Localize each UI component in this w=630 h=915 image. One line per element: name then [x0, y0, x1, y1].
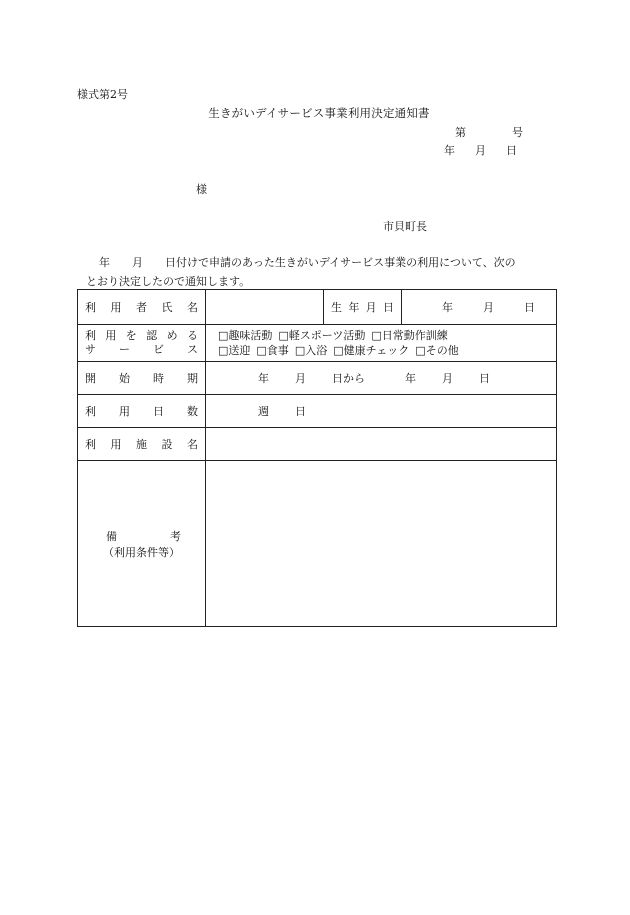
body-year: 年 [99, 256, 110, 269]
remarks-label-1b: 考 [170, 529, 181, 543]
form-number: 様式第2号 [77, 88, 128, 101]
user-name-field[interactable] [206, 290, 324, 325]
facility-label: 利用施設名 [78, 428, 206, 461]
days-week: 週 [258, 405, 269, 418]
period-day2: 日 [479, 372, 490, 385]
service-label [78, 325, 206, 362]
user-name-label: 利用者氏名 [78, 290, 206, 325]
service-label-line1: 利用を認める [85, 329, 198, 342]
dob-month: 月 [483, 301, 494, 314]
body-paragraph [77, 253, 559, 291]
facility-field[interactable] [206, 428, 557, 461]
days-label: 利用日数 [78, 395, 206, 428]
days-field[interactable] [206, 395, 557, 428]
period-month2: 月 [442, 372, 453, 385]
dob-field[interactable] [402, 290, 557, 325]
services-row1 [218, 328, 556, 343]
services-row2 [218, 343, 556, 358]
table-row [78, 290, 557, 325]
decision-table [77, 289, 557, 627]
issuer: 市貝町長 [383, 220, 427, 233]
date-month: 月 [475, 144, 486, 157]
period-year2: 年 [405, 372, 416, 385]
date-day: 日 [506, 144, 517, 157]
table-row [78, 325, 557, 362]
service-option[interactable]: □その他 [415, 344, 459, 357]
issue-date [444, 142, 517, 158]
remarks-label-line1 [78, 528, 205, 544]
service-option[interactable]: □送迎 [218, 344, 251, 357]
period-label: 開始時期 [78, 362, 206, 395]
days-day: 日 [295, 405, 306, 418]
docno-suffix: 号 [512, 126, 523, 139]
dob-year: 年 [442, 301, 453, 314]
docno-prefix: 第 [455, 126, 466, 139]
body-text-line1: 日付けで申請のあった生きがいデイサービス事業の利用について、次の [165, 256, 516, 269]
service-option[interactable]: □食事 [256, 344, 289, 357]
remarks-label [78, 461, 206, 627]
date-year: 年 [444, 144, 455, 157]
remarks-label-line2: （利用条件等） [103, 545, 180, 559]
service-option[interactable]: □趣味活動 [218, 329, 273, 342]
service-option[interactable]: □軽スポーツ活動 [278, 329, 366, 342]
service-option[interactable]: □日常動作訓練 [371, 329, 448, 342]
table-row [78, 461, 557, 627]
table-row [78, 428, 557, 461]
period-year1: 年 [258, 372, 269, 385]
service-label-line2: サービス [85, 343, 198, 356]
period-day1: 日から [332, 372, 365, 385]
service-option[interactable]: □健康チェック [333, 344, 410, 357]
document-title: 生きがいデイサービス事業利用決定通知書 [208, 106, 430, 120]
document-number [455, 124, 523, 140]
dob-day: 日 [524, 301, 535, 314]
body-month: 月 [132, 256, 143, 269]
service-option[interactable]: □入浴 [294, 344, 328, 357]
dob-label: 生年月日 [324, 290, 402, 325]
table-row [78, 395, 557, 428]
body-text-line2: とおり決定したので通知します。 [86, 275, 251, 288]
period-field[interactable] [206, 362, 557, 395]
remarks-field[interactable] [206, 461, 557, 627]
period-month1: 月 [295, 372, 306, 385]
services-field[interactable] [206, 325, 557, 362]
addressee: 様 [196, 183, 207, 196]
remarks-label-1a: 備 [106, 529, 117, 543]
table-row [78, 362, 557, 395]
